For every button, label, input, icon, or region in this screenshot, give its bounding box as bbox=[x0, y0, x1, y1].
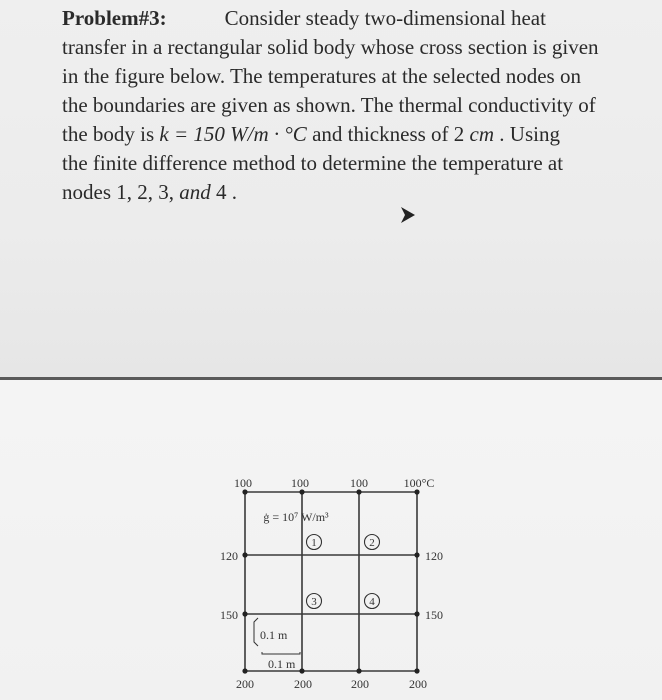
problem-text: nodes 1, 2, 3, bbox=[62, 180, 180, 204]
problem-line-7 bbox=[62, 178, 622, 207]
horizontal-spacing-label: 0.1 m bbox=[268, 657, 296, 671]
top-temp-label: 100°C bbox=[403, 476, 435, 490]
node-1-label: 1 bbox=[311, 537, 317, 549]
conductivity-value: k = 150 W/m · °C bbox=[159, 122, 307, 146]
problem-text: Consider steady two-dimensional heat bbox=[224, 6, 546, 30]
boundary-node bbox=[356, 489, 361, 494]
problem-line-3: in the figure below. The temperatures at the selected nodes on bbox=[62, 64, 581, 88]
boundary-node bbox=[299, 489, 304, 494]
boundary-node bbox=[356, 668, 361, 673]
node-2-label: 2 bbox=[369, 537, 375, 549]
bottom-temp-label: 200 bbox=[236, 677, 254, 691]
bottom-temp-label: 200 bbox=[409, 677, 427, 691]
problem-title: Problem#3: bbox=[62, 6, 167, 30]
problem-line-1 bbox=[62, 4, 622, 33]
boundary-node bbox=[242, 668, 247, 673]
problem-text: 4 . bbox=[210, 180, 237, 204]
problem-line-5 bbox=[62, 120, 622, 149]
problem-line-2: transfer in a rectangular solid body whose cross section is given bbox=[62, 35, 599, 59]
boundary-node bbox=[242, 552, 247, 557]
boundary-node bbox=[414, 611, 419, 616]
problem-text: the body is bbox=[62, 122, 160, 146]
node-3-label: 3 bbox=[311, 596, 317, 608]
heat-generation-label: ġ = 10⁷ W/m³ bbox=[263, 510, 329, 524]
problem-line-4: the boundaries are given as shown. The thermal conductivity of bbox=[62, 93, 596, 117]
problem-text: and thickness of 2 bbox=[306, 122, 470, 146]
left-temp-label: 150 bbox=[220, 608, 238, 622]
thickness-unit: cm bbox=[469, 122, 495, 146]
vertical-spacing-label: 0.1 m bbox=[260, 628, 288, 642]
problem-text: and bbox=[179, 180, 211, 204]
top-temp-label: 100 bbox=[234, 476, 252, 490]
boundary-node bbox=[242, 611, 247, 616]
left-temp-label: 120 bbox=[220, 549, 238, 563]
boundary-node bbox=[242, 489, 247, 494]
problem-text: . Using bbox=[494, 122, 560, 146]
top-temp-label: 100 bbox=[350, 476, 368, 490]
boundary-node bbox=[299, 668, 304, 673]
mouse-pointer-icon bbox=[398, 205, 416, 225]
right-temp-label: 150 bbox=[425, 608, 443, 622]
boundary-node bbox=[414, 552, 419, 557]
bottom-temp-label: 200 bbox=[294, 677, 312, 691]
problem-statement bbox=[62, 4, 622, 207]
node-4-label: 4 bbox=[369, 596, 375, 608]
boundary-node bbox=[414, 489, 419, 494]
top-temp-label: 100 bbox=[291, 476, 309, 490]
boundary-node bbox=[414, 668, 419, 673]
bottom-temp-label: 200 bbox=[351, 677, 369, 691]
right-temp-label: 120 bbox=[425, 549, 443, 563]
nodal-grid-figure bbox=[0, 380, 662, 700]
problem-line-6: the finite difference method to determine the temperature at bbox=[62, 151, 564, 175]
horizontal-spacing-bracket bbox=[262, 652, 300, 654]
vertical-spacing-bracket bbox=[254, 618, 258, 646]
